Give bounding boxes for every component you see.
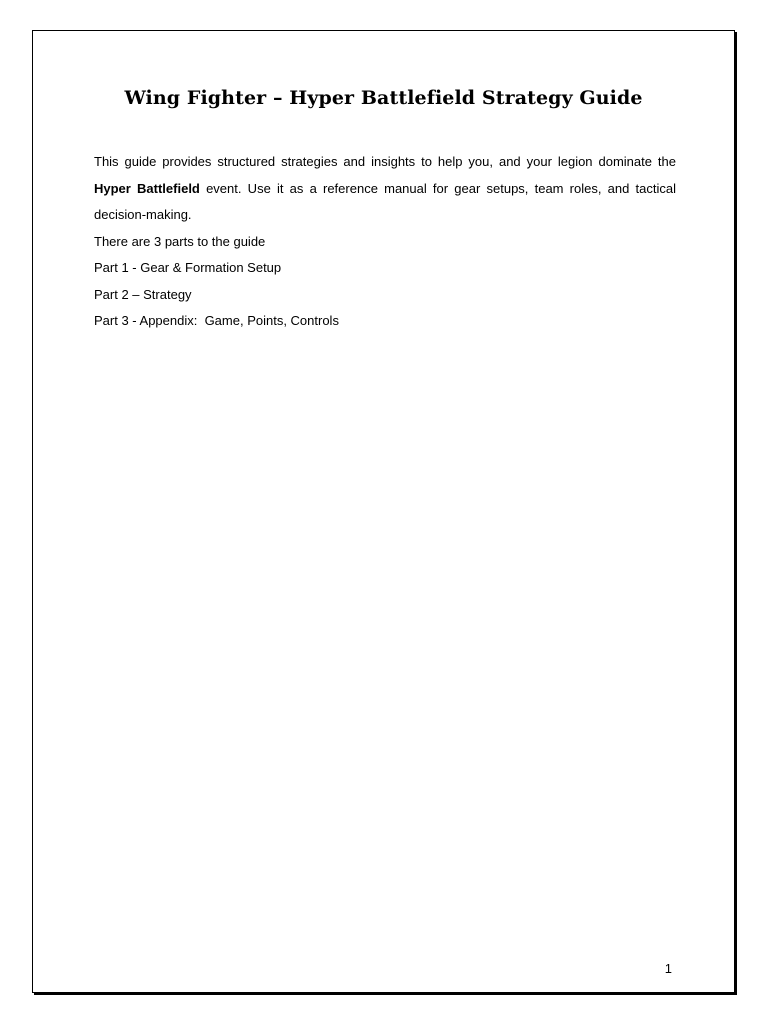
intro-bold-term: Hyper Battlefield: [94, 180, 200, 196]
intro-text-end: event. Use it as a reference manual for gear setups, team roles, and tactical decision-making.: [94, 180, 676, 222]
document-title: Wing Fighter – Hyper Battlefield Strategy Guide: [124, 87, 643, 109]
parts-intro: There are 3 parts to the guide: [94, 233, 266, 249]
page-number: 1: [664, 961, 672, 976]
document-body: [94, 149, 676, 335]
part-item-1: Part 1 - Gear & Formation Setup: [94, 260, 282, 275]
part-item-3: Part 3 - Appendix: Game, Points, Controls: [94, 313, 339, 328]
document-page: [32, 30, 735, 993]
intro-paragraph: [94, 149, 676, 229]
intro-text-start: This guide provides structured strategies and insights to help you, and your legion dominate the: [94, 154, 676, 169]
part-item-2: Part 2 – Strategy: [94, 286, 192, 302]
